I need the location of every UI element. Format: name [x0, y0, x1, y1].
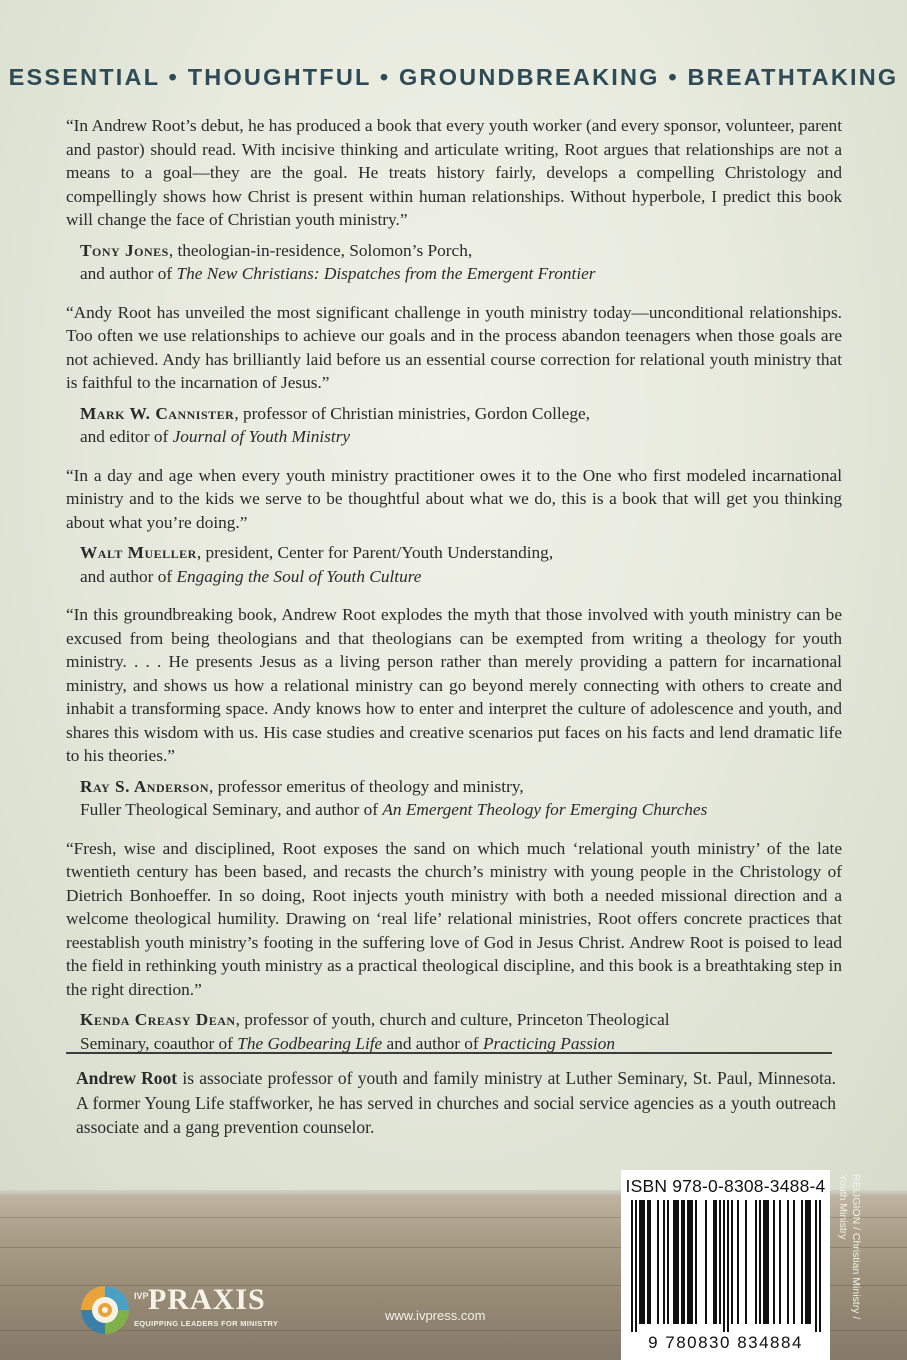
- endorsement: [66, 114, 842, 286]
- barcode-bar: [689, 1200, 691, 1324]
- endorser-role: , professor of youth, church and culture, Princeton Theological: [235, 1010, 670, 1029]
- barcode-bar: [667, 1200, 669, 1324]
- barcode-bar: [695, 1200, 697, 1324]
- tagline: ESSENTIAL • THOUGHTFUL • GROUNDBREAKING • BREATHTAKING: [8, 64, 899, 90]
- endorsement: [66, 603, 842, 822]
- barcode-bar: [737, 1200, 739, 1324]
- category-label-box: [832, 1170, 866, 1360]
- barcode-bar: [691, 1200, 693, 1324]
- praxis-wordmark: PRAXIS: [148, 1283, 266, 1316]
- endorser-book-title: The New Christians: Dispatches from the Emergent Frontier: [176, 264, 596, 283]
- barcode-bar: [809, 1200, 811, 1324]
- endorser-name: Kenda Creasy Dean: [80, 1010, 236, 1029]
- endorsement-attribution: [80, 775, 842, 822]
- barcode-bar: [687, 1200, 689, 1324]
- endorser-role-cont: and editor of: [80, 427, 173, 446]
- endorsement-quote: “Fresh, wise and disciplined, Root exposes the sand on which much ‘relational youth ministry’ of the late twentieth century has been based, and recasts the church’s ministry with young people in the Christology of Dietrich Bonhoeffer. In so doing, Root injects youth ministry with both a needed missional direction and a welcome theological humility. Drawing on ‘real life’ relational ministries, Root offers concrete practices that reestablish youth ministry’s footing in the suffering love of God in Jesus Christ. Andrew Root is poised to lead the field in rethinking youth ministry as a practical theological discipline, and this book is a breathtaking step in the right direction.”: [66, 838, 842, 999]
- barcode-bar: [759, 1200, 761, 1324]
- barcode-bar: [657, 1200, 659, 1324]
- barcode-bar: [755, 1200, 757, 1324]
- endorsement-attribution: [80, 1008, 842, 1055]
- endorser-book-title: The Godbearing Life: [237, 1033, 383, 1053]
- barcode-bar: [793, 1200, 795, 1324]
- endorser-name: Tony Jones: [80, 240, 169, 260]
- barcode-bar: [635, 1200, 637, 1332]
- endorsement: [66, 464, 842, 589]
- barcode: [627, 1200, 824, 1332]
- ivp-wordmark: IVP: [134, 1291, 149, 1301]
- isbn-label: ISBN 978-0-8308-3488-4: [625, 1176, 826, 1196]
- barcode-bar: [805, 1200, 807, 1324]
- barcode-bar: [819, 1200, 821, 1332]
- barcode-bar: [745, 1200, 747, 1324]
- author-bio: [76, 1066, 836, 1140]
- barcode-bar: [639, 1200, 641, 1324]
- barcode-bar: [787, 1200, 789, 1324]
- barcode-bar: [765, 1200, 767, 1324]
- publisher-slogan: EQUIPPING LEADERS FOR MINISTRY: [134, 1319, 279, 1328]
- endorser-role: , theologian-in-residence, Solomon’s Porch,: [168, 240, 473, 260]
- endorser-role-cont: and author of: [80, 264, 177, 283]
- endorser-role: , professor emeritus of theology and ministry,: [208, 776, 524, 796]
- endorsement-quote: “In this groundbreaking book, Andrew Root explodes the myth that those involved with youth ministry can be excused from being theologians and that theologians can be exempted from writing a theology for youth ministry. . . . He presents Jesus as a living person rather than merely providing a pattern for incarnational ministry, and shows us how a relational ministry can go beyond merely connecting with others to create and inhabit a transforming space. Andy knows how to enter and interpret the culture of adolescence and youth, and shares this wisdom with us. His case studies and creative scenarios put faces on his facts and lend dramatic life to his theories.”: [66, 605, 842, 765]
- endorser-book-title: Journal of Youth Ministry: [172, 427, 351, 446]
- endorser-role-cont: Seminary, coauthor of: [80, 1033, 238, 1053]
- barcode-bar: [731, 1200, 733, 1324]
- barcode-bar: [815, 1200, 817, 1332]
- barcode-bar: [779, 1200, 781, 1324]
- barcode-bar: [723, 1200, 725, 1332]
- endorsement-quote: “Andy Root has unveiled the most significant challenge in youth ministry today—unconditional relationships. Too often we use relationships to achieve our goals and in the process abandon teenagers when those goals are not achieved. Andy has brilliantly laid before us an essential course correction for relational youth ministry that is faithful to the incarnation of Jesus.”: [66, 302, 842, 392]
- isbn-barcode-box: [621, 1170, 830, 1360]
- barcode-bar: [773, 1200, 775, 1324]
- barcode-bar: [641, 1200, 643, 1324]
- ivp-praxis-logo-icon: [78, 1283, 132, 1337]
- endorser-role: , professor of Christian ministries, Gordon College,: [234, 403, 590, 423]
- barcode-bar: [719, 1200, 721, 1324]
- barcode-bar: [681, 1200, 683, 1324]
- barcode-bar: [713, 1200, 715, 1324]
- barcode-bar: [675, 1200, 677, 1324]
- endorsement: [66, 301, 842, 449]
- barcode-bar: [683, 1200, 685, 1324]
- endorser-role-cont: and author of: [80, 566, 177, 586]
- barcode-bar: [649, 1200, 651, 1324]
- endorser-book-title: An Emergent Theology for Emerging Churches: [382, 800, 708, 819]
- barcode-bar: [727, 1200, 729, 1332]
- barcode-bar: [677, 1200, 679, 1324]
- endorsement-attribution: [80, 402, 842, 449]
- endorser-role: , president, Center for Parent/Youth Understanding,: [196, 543, 554, 562]
- barcode-digits: 9 780830 834884: [648, 1333, 803, 1352]
- endorsement-quote: “In a day and age when every youth ministry practitioner owes it to the One who first modeled incarnational ministry and to the kids we serve to be thoughtful about what we do, this is a book that will get you thinking about what you’re doing.”: [66, 465, 842, 532]
- endorser-name: Ray S. Anderson: [80, 776, 209, 796]
- endorser-name: Walt Mueller: [80, 543, 197, 562]
- divider-rule: [66, 1052, 832, 1054]
- barcode-bar: [767, 1200, 769, 1324]
- endorser-book-title: Engaging the Soul of Youth Culture: [176, 566, 422, 586]
- barcode-bar: [663, 1200, 665, 1324]
- endorsement-attribution: [80, 239, 842, 286]
- endorser-name: Mark W. Cannister: [80, 403, 235, 423]
- endorsements: [66, 114, 842, 1070]
- barcode-bar: [715, 1200, 717, 1324]
- endorser-role-cont2: and author of: [382, 1033, 483, 1053]
- endorser-book-title-2: Practicing Passion: [483, 1033, 615, 1053]
- endorsement-quote: “In Andrew Root’s debut, he has produced a book that every youth worker (and every sponsor, volunteer, parent and pastor) should read. With incisive thinking and articulate writing, Root argues that relationships are not a means to a goal—they are the goal. He treats history fairly, develops a compelling Christology and compellingly shows how Christ is present within human relationships. Without hyperbole, I predict this book will change the face of Christian youth ministry.”: [66, 116, 842, 229]
- barcode-bar: [631, 1200, 633, 1332]
- endorsement: [66, 837, 842, 1056]
- endorser-role-cont: Fuller Theological Seminary, and author of: [80, 800, 383, 819]
- barcode-bar: [801, 1200, 803, 1324]
- publisher-website[interactable]: www.ivpress.com: [385, 1308, 486, 1323]
- barcode-bar: [763, 1200, 765, 1324]
- barcode-bar: [673, 1200, 675, 1324]
- publisher-logo[interactable]: [78, 1283, 298, 1349]
- author-name: Andrew Root: [76, 1068, 178, 1088]
- barcode-bar: [643, 1200, 645, 1324]
- category-label: RELIGION / Christian Ministry / Youth Ministry: [837, 1174, 862, 1320]
- barcode-bar: [647, 1200, 649, 1324]
- author-bio-text: is associate professor of youth and family ministry at Luther Seminary, St. Paul, Minnesota. A former Young Life staffworker, he has served in churches and social service agencies as a youth outreach associate and a gang prevention counselor.: [76, 1068, 836, 1137]
- barcode-bar: [705, 1200, 707, 1324]
- endorsement-attribution: [80, 541, 842, 588]
- barcode-bar: [807, 1200, 809, 1324]
